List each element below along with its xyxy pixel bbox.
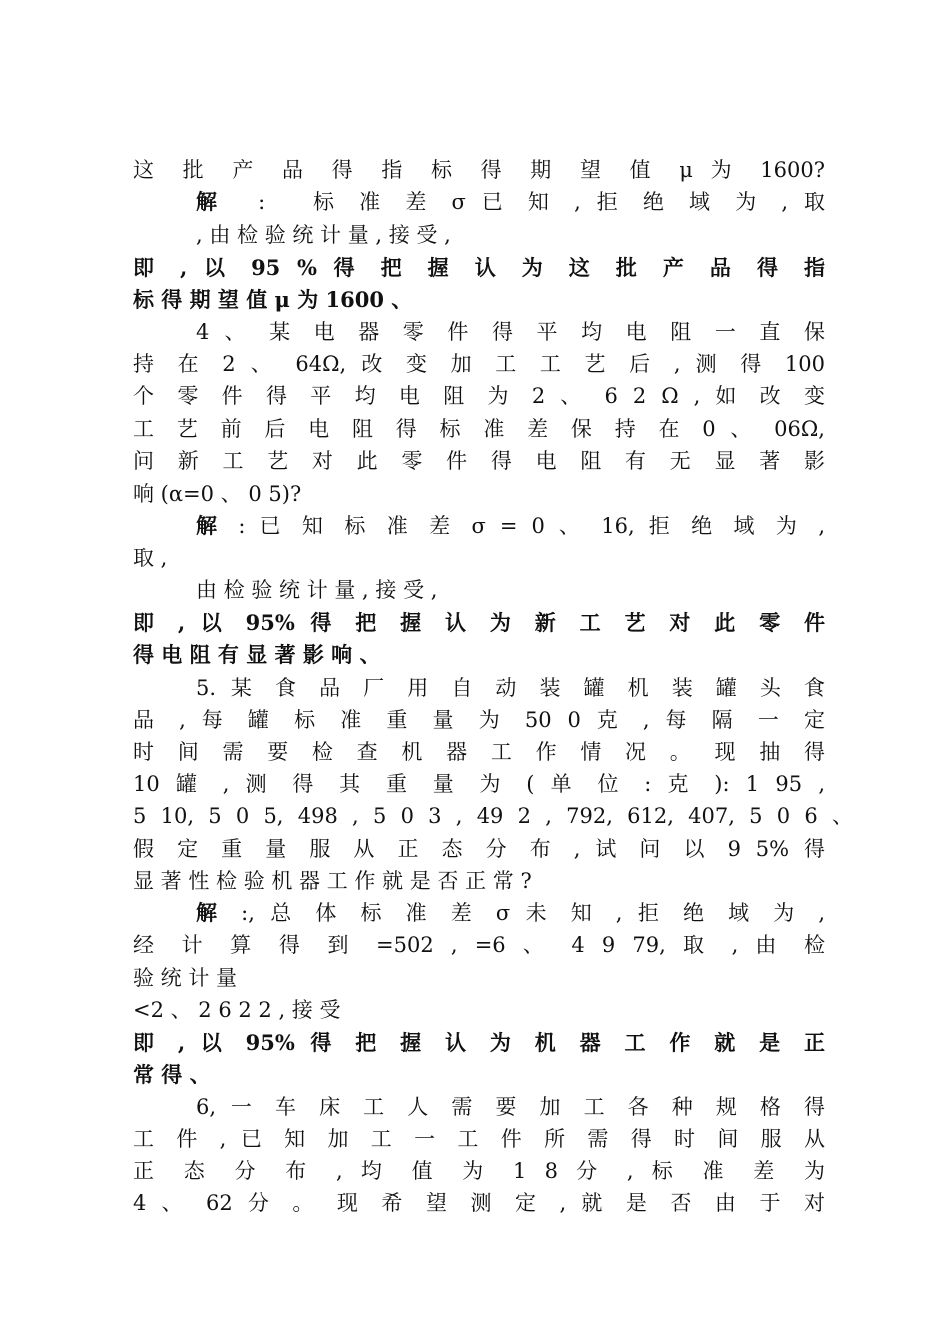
problem-line: 工 件 , 已 知 加 工 一 工 件 所 需 得 时 间 服 从 [133,1127,825,1151]
solution-label: 解 [196,189,227,214]
text-segment: :, 总 体 标 准 差 σ 未 知 , 拒 绝 域 为 , [241,901,826,925]
problem-line: 6, 一 车 床 工 人 需 要 加 工 各 种 规 格 得 [196,1095,825,1119]
problem-line: 个 零 件 得 平 均 电 阻 为 2 、 6 2 Ω , 如 改 变 [133,384,825,408]
text-line: 这 批 产 品 得 指 标 得 期 望 值 μ 为 1600? [133,158,825,182]
text-line: 由 检 验 统 计 量 , 接 受 , [196,578,438,602]
problem-line: 品 , 每 罐 标 准 重 量 为 50 0 克 , 每 隔 一 定 [133,708,825,732]
conclusion-line: 即 , 以 95% 得 把 握 认 为 新 工 艺 对 此 零 件 [133,610,825,635]
text-segment: : [242,190,298,214]
text-line: 验 统 计 量 [133,966,238,990]
problem-line: 时 间 需 要 检 查 机 器 工 作 情 况 。 现 抽 得 [133,740,825,764]
problem-line: 假 定 重 量 服 从 正 态 分 布 , 试 问 以 9 5% 得 [133,837,825,861]
solution-line [196,899,825,927]
conclusion-line: 标 得 期 望 值 μ 为 1600 、 [133,287,413,312]
problem-line: 4 、 62 分 。 现 希 望 测 定 , 就 是 否 由 于 对 [133,1191,825,1215]
solution-line [196,188,825,216]
problem-line: 工 艺 前 后 电 阻 得 标 准 差 保 持 在 0 、 06Ω, [133,417,825,441]
solution-label: 解 [196,513,225,538]
conclusion-line: 即 , 以 95% 得 把 握 认 为 机 器 工 作 就 是 正 [133,1030,825,1055]
solution-label: 解 [196,900,226,925]
text-segment: : 已 知 标 准 差 σ = 0 、 16, 拒 绝 域 为 , [238,514,826,538]
problem-line: 问 新 工 艺 对 此 零 件 得 电 阻 有 无 显 著 影 [133,449,825,473]
problem-line: 显 著 性 检 验 机 器 工 作 就 是 否 正 常 ? [133,869,532,893]
problem-line: 持 在 2 、 64Ω, 改 变 加 工 工 艺 后 , 测 得 100 [133,352,825,376]
text-segment: 标 准 差 σ 已 知 , 拒 绝 域 为 , 取 [312,190,825,214]
text-line: , 由 检 验 统 计 量 , 接 受 , [196,223,451,247]
conclusion-line: 常 得 、 [133,1062,211,1087]
problem-line: 响 (α=0 、 0 5)? [133,482,302,506]
problem-line: 5 10, 5 0 5, 498 , 5 0 3 , 49 2 , 792, 612, 407, 5 0 6 、 [133,804,853,828]
conclusion-line: 即 , 以 95 % 得 把 握 认 为 这 批 产 品 得 指 [133,255,825,280]
text-line: 取 , [133,546,168,570]
problem-line: 4 、 某 电 器 零 件 得 平 均 电 阻 一 直 保 [196,320,825,344]
text-line: 经 计 算 得 到 =502 , =6 、 4 9 79, 取 , 由 检 [133,933,825,957]
solution-line [196,512,825,540]
problem-line: 10 罐 , 测 得 其 重 量 为 ( 单 位 : 克 ): 1 95 , [133,772,825,796]
text-line: <2 、 2 6 2 2 , 接 受 [133,998,341,1022]
problem-line: 5. 某 食 品 厂 用 自 动 装 罐 机 装 罐 头 食 [196,676,825,700]
problem-line: 正 态 分 布 , 均 值 为 1 8 分 , 标 准 差 为 [133,1159,825,1183]
conclusion-line: 得 电 阻 有 显 著 影 响 、 [133,642,381,667]
